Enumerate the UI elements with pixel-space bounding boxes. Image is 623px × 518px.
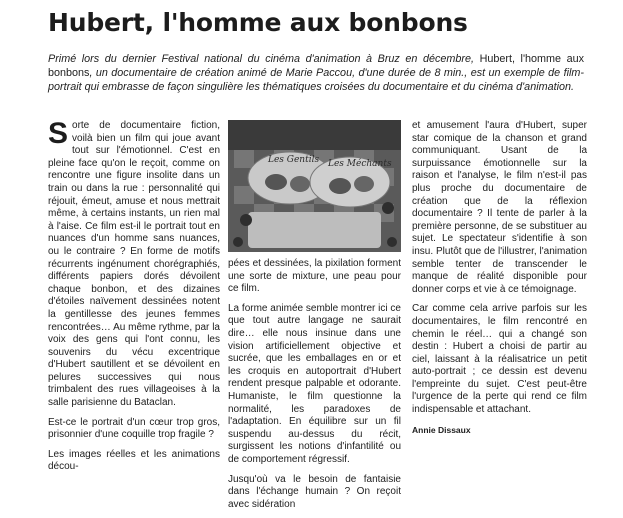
column-2-paragraph-3: Jusqu'où va le besoin de fantaisie dans l'échange humain ? On reçoit avec sidération (228, 473, 401, 510)
column-1-paragraph-3: Les images réelles et les animations décou- (48, 448, 220, 473)
column-3-paragraph-1: et amusement l'aura d'Hubert, super star comique de la chanson et grand communiquant. Usant de la surpuissance émotionnelle sur la raison et l'analyse, le film n'est-il pas plus proche du documentaire de création que de la réflexion documentaire ? Il tente de parler à la première personne, de se substituer au sujet. Le spectateur s'identifie à son insu. Plutôt que de l'illustrer, l'animation semble tenter de transcender le manque de réalité disponible pour donner corps et vie à ce témoignage. (412, 120, 587, 295)
column-3-paragraph-2: Car comme cela arrive parfois sur les documentaires, le film rencontré en chemin le réel… qui a changé son destin : Hubert a choisi de partir au ciel, laissant à la réalisatrice un petit auto-portrait ; ce dessin est devenu l'empreinte du sujet. C'est peut-être l'urgence de la perte qui rend ce film indispensable et attachant. (412, 303, 587, 416)
article-intro (48, 52, 584, 94)
intro-text-end: , un documentaire de création animé de Marie Paccou, d'une durée de 8 min., est un exemple de film-portrait qui embrasse de façon singulière les thématiques croisées du documentaire et du cinéma d'animation. (48, 67, 584, 93)
column-2-paragraph-2: La forme animée semble montrer ici ce que tout autre langage ne saurait dire… elle nous insinue dans une vision artificiellement objective et sucrée, que les emballages en or et les croquis en autoportrait d'Hubert rendent presque palpable et odorante. Humaniste, le film questionne la normalité, les paradoxes de l'adaptation. En équilibre sur un fil suspendu au-dessus du récit, surgissent les notions d'infantilité ou de comportement régressif. (228, 302, 401, 465)
article-column-2 (228, 258, 401, 518)
drop-cap: S (48, 117, 69, 150)
column-1-paragraph-1-text: orte de documentaire fiction, voilà bien un film qui joue avant tout sur l'émotionnel. C'est en pleine face qu'on le reçoit, comme on rencontre une figure insolite dans un train ou dans la rue : personnalité qui réjouit, émeut, amuse et nous mettrait même, à certains instants, un rien mal à l'aise. Ce film est-il le portrait tout en nuances d'un homme sans nuances, ou le contraire ? En forme de motifs récurrents ingénument chorégraphiés, différents papiers dorés dévoilent chaque bonbon, et des dizaines d'étoiles naïvement dessinées notent la gentillesse des jeunes femmes rencontrées… Au même rythme, par la voix des gens qui l'ont connu, les souvenirs du vécu excentrique d'Hubert sautillent et se dévoilent en pelures successives qui nous trimbalent des rues villageoises à la salle parisienne du Bataclan. (48, 120, 220, 409)
column-1-paragraph-2: Est-ce le portrait d'un cœur trop gros, prisonnier d'une coquille trop fragile ? (48, 416, 220, 441)
photo-label-right: Les Méchants (328, 159, 392, 169)
intro-film-title: Hubert, l'homme aux bonbons (48, 53, 584, 79)
article-column-1 (48, 117, 220, 481)
author-signature: Annie Dissaux (412, 424, 471, 435)
article-column-3 (412, 120, 587, 436)
intro-text-start: Primé lors du dernier Festival national du cinéma d'animation à Bruz en décembre, (48, 53, 474, 65)
column-2-paragraph-1: pées et dessinées, la pixilation forment une sorte de mixture, une peau pour ce film. (228, 258, 401, 295)
article-title: Hubert, l'homme aux bonbons (48, 8, 468, 37)
film-still-image (228, 120, 401, 252)
column-1-paragraph-1 (48, 117, 220, 410)
film-still-photo (228, 120, 401, 252)
photo-label-left: Les Gentils (268, 155, 320, 165)
